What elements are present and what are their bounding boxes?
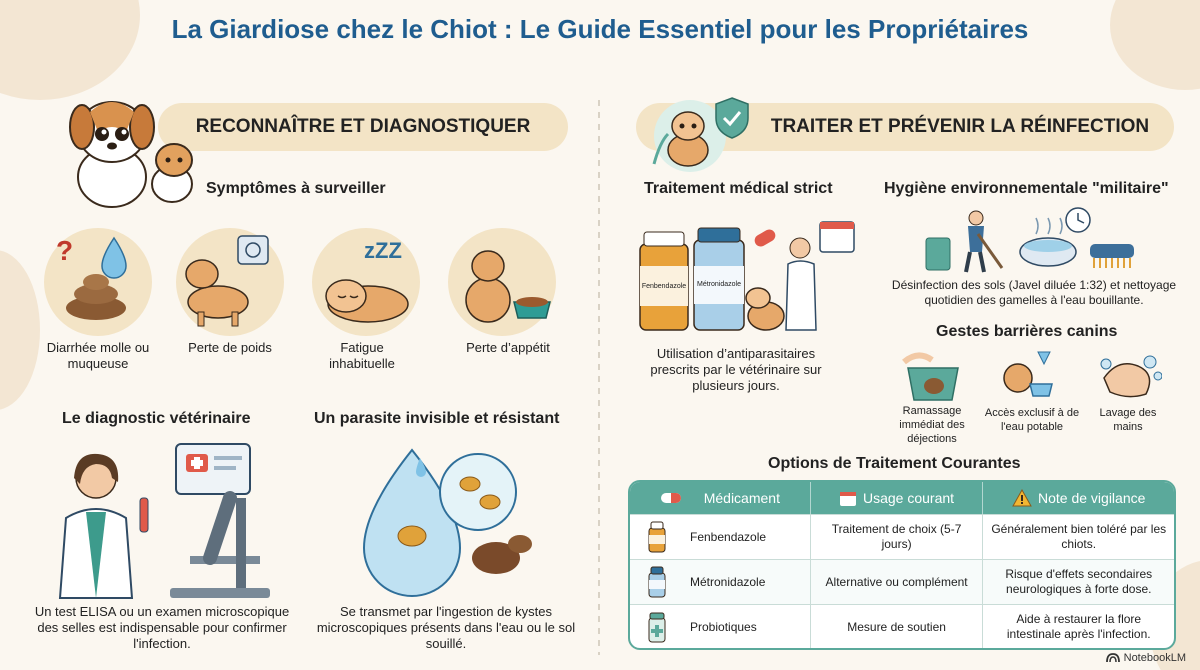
calendar-icon <box>839 489 857 507</box>
veterinarian-microscope-illustration <box>40 438 280 603</box>
table-row <box>630 514 1174 559</box>
floor-cleaning-illustration <box>918 204 1138 276</box>
column-header: Usage courant <box>811 482 984 514</box>
drug-name: Fenbendazole <box>690 529 767 544</box>
background-blob <box>0 250 40 410</box>
bottle-label: Fenbendazole <box>641 283 687 290</box>
parasite-water-drop-illustration <box>350 440 550 600</box>
column-header: Médicament <box>630 482 811 514</box>
blue-bottle-icon <box>646 565 668 599</box>
barrier-label: Lavage des mains <box>1099 407 1157 433</box>
drug-usage: Alternative ou complément <box>811 560 984 604</box>
barriers-heading: Gestes barrières canins <box>936 323 1118 340</box>
puppies-illustration <box>64 82 204 210</box>
brand-watermark: NotebookLM <box>1106 652 1186 664</box>
medicine-bottles-illustration <box>630 218 870 336</box>
drug-note: Aide à restaurer la flore intestinale après l'infection. <box>1006 612 1151 641</box>
probiotic-jar-icon <box>646 610 668 644</box>
weight-loss-icon <box>176 230 284 330</box>
symptom-label: Diarrhée molle ou muqueuse <box>46 340 150 371</box>
bottle-label: Métronidazole <box>697 281 741 288</box>
symptom-label: Perte d’appétit <box>466 340 550 355</box>
column-header: Note de vigilance <box>983 482 1174 514</box>
drug-note: Généralement bien toléré par les chiots. <box>991 522 1167 551</box>
page-title: La Giardiose chez le Chiot : Le Guide Essentiel pour les Propriétaires <box>171 14 1029 44</box>
symptom-label: Perte de poids <box>188 340 272 355</box>
symptoms-heading: Symptômes à surveiller <box>206 180 386 197</box>
table-heading: Options de Traitement Courantes <box>768 455 1021 472</box>
diagnosis-heading: Le diagnostic vétérinaire <box>62 410 251 427</box>
capsule-icon <box>660 491 682 505</box>
drug-usage: Mesure de soutien <box>811 605 984 649</box>
medical-heading: Traitement médical strict <box>644 180 833 197</box>
food-bowl-icon <box>448 230 556 330</box>
table-row <box>630 604 1174 649</box>
notebooklm-logo-icon <box>1106 653 1120 663</box>
svg-text:zZZ: zZZ <box>364 238 402 263</box>
drug-name: Probiotiques <box>690 619 757 634</box>
hand-washing-icon <box>1098 348 1162 402</box>
barrier-label: Accès exclusif à de l'eau potable <box>984 407 1080 433</box>
drug-name: Métronidazole <box>690 574 766 589</box>
parasite-text: Se transmet par l'ingestion de kystes microscopiques présents dans l'eau ou le sol souillé. <box>316 604 576 651</box>
hygiene-text: Désinfection des sols (Javel diluée 1:32) et nettoyage quotidien des gamelles à l'eau bouillante. <box>891 278 1177 307</box>
drinking-water-icon <box>996 348 1056 402</box>
svg-text:?: ? <box>56 235 74 266</box>
hygiene-heading: Hygiène environnementale "militaire" <box>884 180 1169 197</box>
warning-icon <box>1012 489 1032 507</box>
drug-usage: Traitement de choix (5-7 jours) <box>811 515 984 559</box>
table-header-row <box>630 482 1174 514</box>
diagnosis-text: Un test ELISA ou un examen microscopique des selles est indispensable pour confirmer l'infection. <box>34 604 290 651</box>
poop-bag-icon <box>898 348 968 402</box>
right-section-title: TRAITER ET PRÉVENIR LA RÉINFECTION <box>636 103 1174 151</box>
symptom-label: Fatigue inhabituelle <box>329 340 395 371</box>
diarrhea-icon <box>44 230 152 330</box>
treatment-options-table <box>628 480 1176 650</box>
drug-note: Risque d'effets secondaires neurologiques à forte dose. <box>1005 567 1153 596</box>
medical-text: Utilisation d’antiparasitaires prescrits par le vétérinaire sur plusieurs jours. <box>650 346 822 393</box>
parasite-heading: Un parasite invisible et résistant <box>314 410 560 427</box>
left-section-title: RECONNAÎTRE ET DIAGNOSTIQUER <box>158 103 568 151</box>
sleeping-puppy-icon <box>312 230 420 330</box>
orange-bottle-icon <box>646 520 668 554</box>
barrier-label: Ramassage immédiat des déjections <box>899 405 965 445</box>
protected-puppy-shield-illustration <box>640 94 760 174</box>
section-divider <box>598 100 600 655</box>
table-row <box>630 559 1174 604</box>
